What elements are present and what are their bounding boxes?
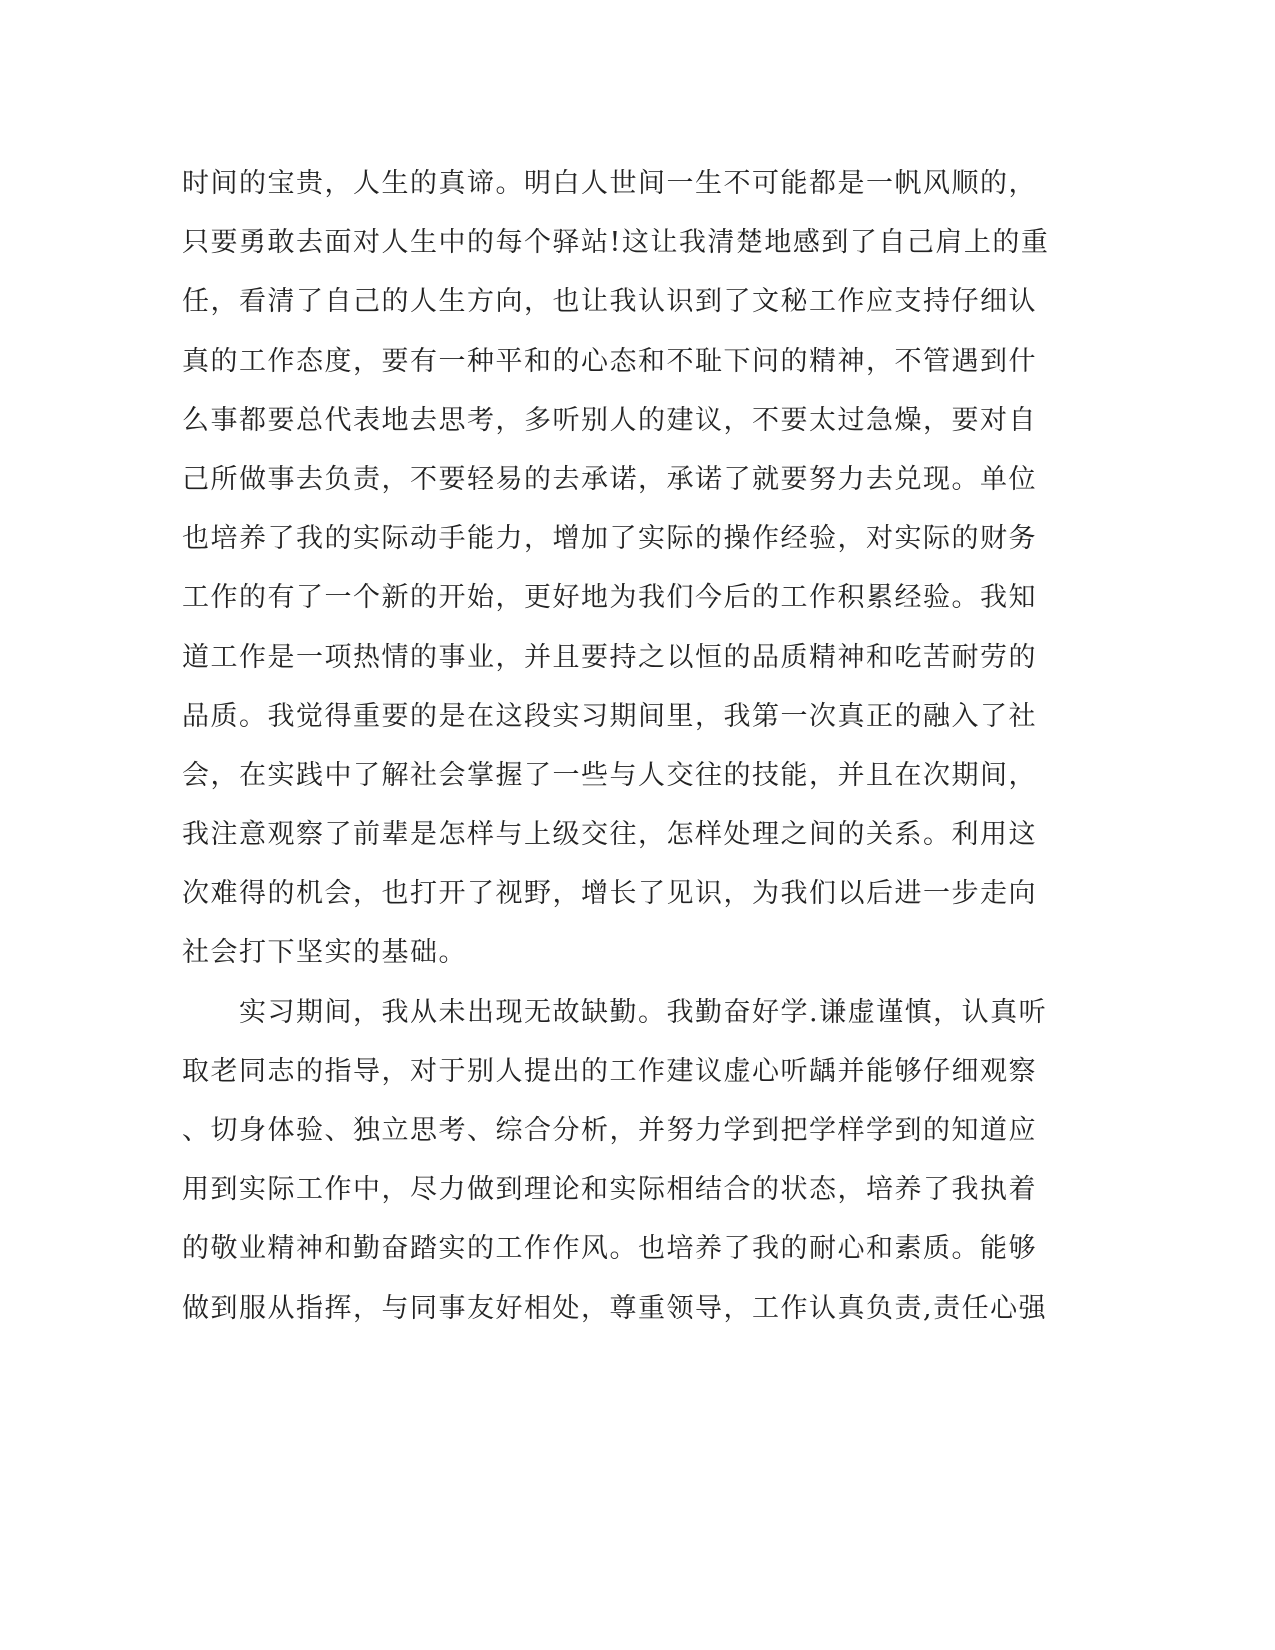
text-line: 己所做事去负责，不要轻易的去承诺，承诺了就要努力去兑现。单位 — [182, 463, 1037, 495]
text-line: 品质。我觉得重要的是在这段实习期间里，我第一次真正的融入了社 — [182, 700, 1037, 732]
text-line: 时间的宝贵，人生的真谛。明白人世间一生不可能都是一帆风顺的， — [182, 168, 1037, 199]
text-line: 只要勇敢去面对人生中的每个驿站!这让我清楚地感到了自己肩上的重 — [182, 227, 1050, 259]
text-line: 真的工作态度，要有一种平和的心态和不耻下问的精神，不管遇到什 — [182, 345, 1037, 377]
text-line: 次难得的机会，也打开了视野，增长了见识，为我们以后进一步走向 — [182, 878, 1037, 910]
text-line: 、切身体验、独立思考、综合分析，并努力学到把学样学到的知道应 — [182, 1115, 1037, 1146]
body-text — [182, 154, 1062, 1338]
text-line: 的敬业精神和勤奋踏实的工作作风。也培养了我的耐心和素质。能够 — [182, 1233, 1037, 1265]
text-line: 取老同志的指导，对于别人提出的工作建议虚心听龋并能够仔细观察 — [182, 1055, 1037, 1087]
text-line: 任，看清了自己的人生方向，也让我认识到了文秘工作应支持仔细认 — [182, 286, 1037, 318]
text-line: 我注意观察了前辈是怎样与上级交往，怎样处理之间的关系。利用这 — [182, 819, 1037, 851]
text-line: 做到服从指挥，与同事友好相处，尊重领导，工作认真负责,责任心强 — [182, 1292, 1048, 1324]
text-line: 会，在实践中了解社会掌握了一些与人交往的技能，并且在次期间， — [182, 759, 1037, 791]
text-line: 也培养了我的实际动手能力，增加了实际的操作经验，对实际的财务 — [182, 523, 1037, 555]
text-line: 道工作是一项热情的事业，并且要持之以恒的品质精神和吃苦耐劳的 — [182, 641, 1037, 673]
text-line: 工作的有了一个新的开始，更好地为我们今后的工作积累经验。我知 — [182, 582, 1037, 614]
text-line: 社会打下坚实的基础。 — [182, 937, 467, 969]
text-line: 实习期间，我从未出现无故缺勤。我勤奋好学.谦虚谨慎，认真听 — [182, 996, 1048, 1028]
text-line: 么事都要总代表地去思考，多听别人的建议，不要太过急燥，要对自 — [182, 404, 1037, 436]
text-line: 用到实际工作中，尽力做到理论和实际相结合的状态，培养了我执着 — [182, 1174, 1037, 1206]
